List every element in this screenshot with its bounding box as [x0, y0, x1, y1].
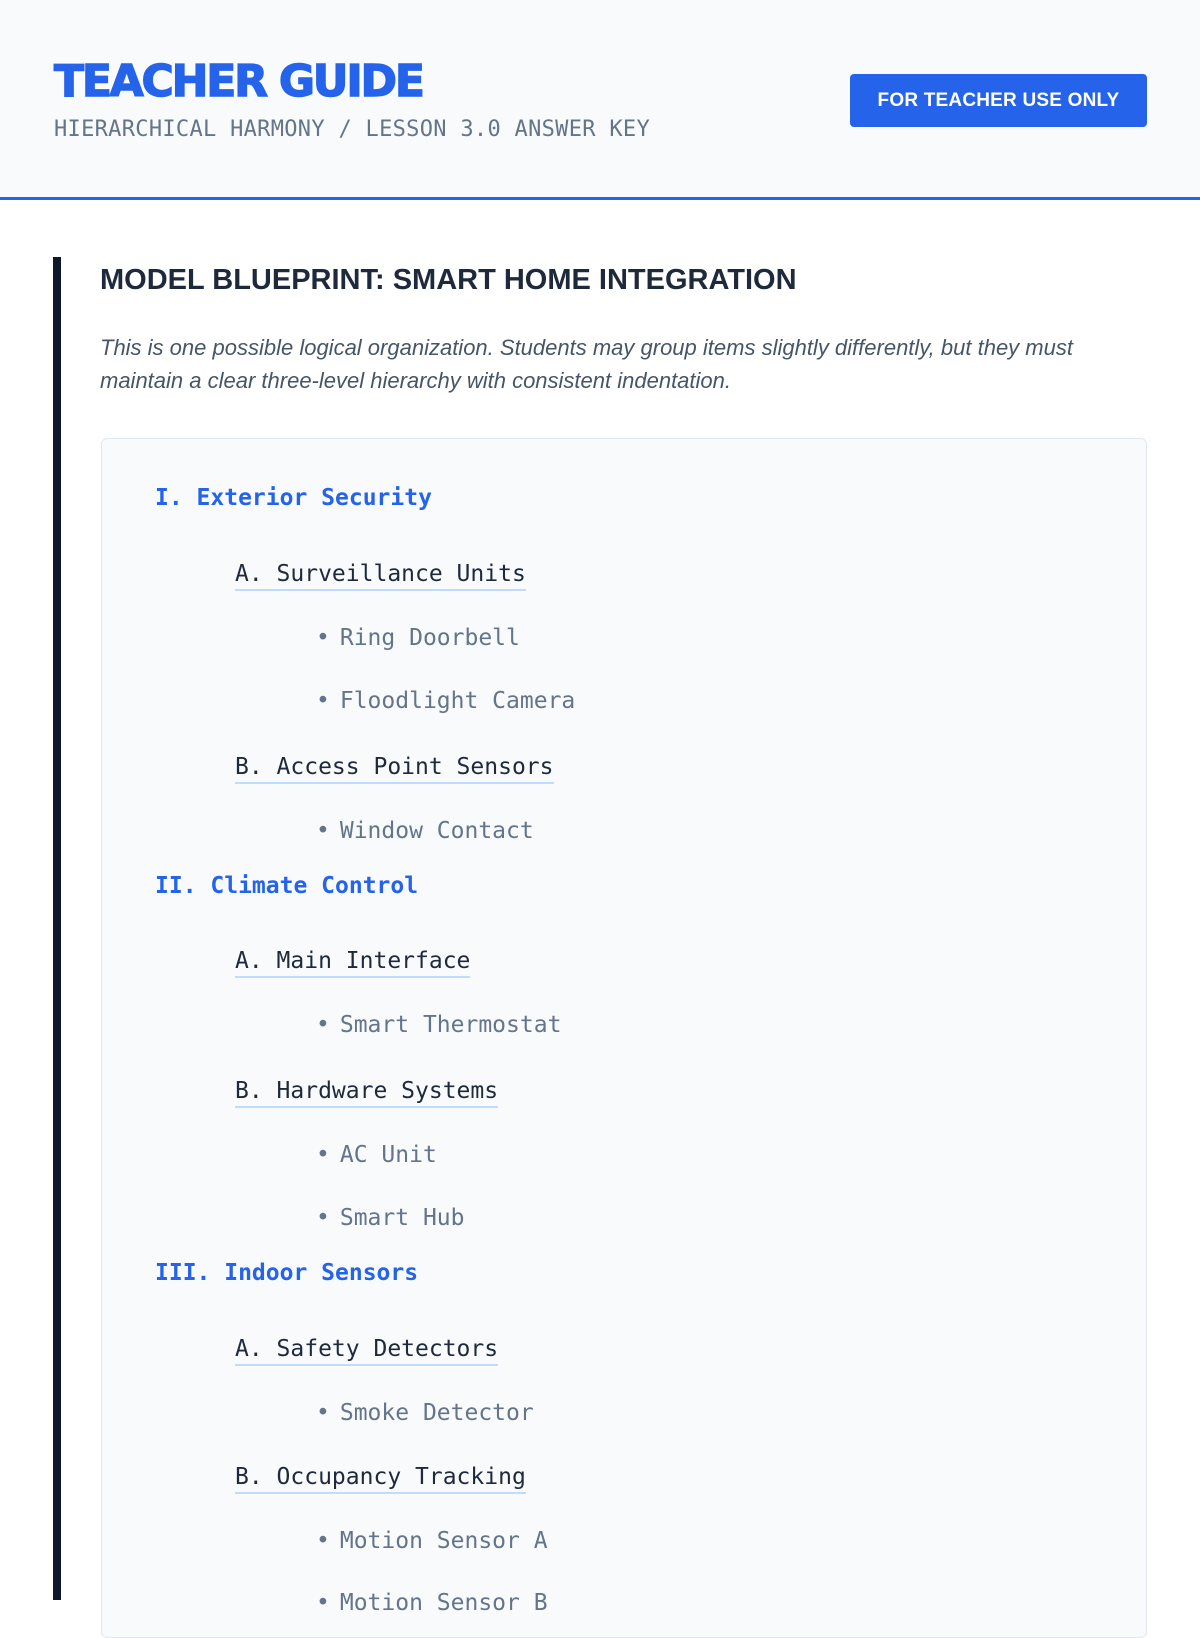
- page-header: [0, 0, 1200, 200]
- outline-item: [316, 625, 520, 651]
- outline-item-label: Smoke Detector: [339, 1400, 534, 1426]
- bullet-icon: •: [316, 818, 330, 844]
- outline-item-label: Window Contact: [339, 818, 534, 844]
- outline-box: [101, 438, 1147, 1638]
- bullet-icon: •: [316, 1528, 330, 1554]
- bullet-icon: •: [316, 1012, 330, 1038]
- outline-item-label: AC Unit: [339, 1142, 437, 1168]
- bullet-icon: •: [316, 1142, 330, 1168]
- outline-item: [316, 1142, 437, 1168]
- outline-item: [316, 688, 575, 714]
- outline-item-label: Motion Sensor B: [339, 1590, 548, 1616]
- outline-item-label: Smart Hub: [339, 1205, 465, 1231]
- bullet-icon: •: [316, 1205, 330, 1231]
- outline-item-label: Floodlight Camera: [339, 688, 576, 714]
- page-title: TEACHER GUIDE: [54, 56, 423, 107]
- outline-item: [316, 1012, 561, 1038]
- section-note: This is one possible logical organization. Students may group items slightly differently, but they must maintain a clear three-level hierarchy with consistent indentation.: [100, 335, 1073, 393]
- outline-item: [316, 1590, 548, 1616]
- outline-subgroup-heading: B. Hardware Systems: [235, 1077, 498, 1108]
- section-accent-bar: [53, 257, 61, 1600]
- bullet-icon: •: [316, 625, 330, 651]
- outline-item: [316, 1400, 534, 1426]
- outline-group-heading: III. Indoor Sensors: [155, 1260, 419, 1286]
- bullet-icon: •: [316, 1590, 330, 1616]
- section-title: MODEL BLUEPRINT: SMART HOME INTEGRATION: [100, 264, 797, 296]
- outline-group-heading: I. Exterior Security: [155, 485, 432, 511]
- page-subtitle: HIERARCHICAL HARMONY / LESSON 3.0 ANSWER KEY: [54, 117, 650, 142]
- outline-item-label: Ring Doorbell: [339, 625, 520, 651]
- teacher-use-badge: FOR TEACHER USE ONLY: [850, 74, 1147, 127]
- outline-group-heading: II. Climate Control: [155, 873, 419, 899]
- bullet-icon: •: [316, 1400, 330, 1426]
- outline-item-label: Motion Sensor A: [339, 1528, 548, 1554]
- outline-item: [316, 1205, 464, 1231]
- outline-subgroup-heading: B. Access Point Sensors: [235, 753, 554, 784]
- outline-item: [316, 1528, 548, 1554]
- outline-item-label: Smart Thermostat: [339, 1012, 562, 1038]
- outline-item: [316, 818, 534, 844]
- outline-subgroup-heading: A. Main Interface: [235, 947, 470, 978]
- outline-subgroup-heading: A. Surveillance Units: [235, 560, 526, 591]
- outline-subgroup-heading: B. Occupancy Tracking: [235, 1463, 526, 1494]
- outline-subgroup-heading: A. Safety Detectors: [235, 1335, 498, 1366]
- bullet-icon: •: [316, 688, 330, 714]
